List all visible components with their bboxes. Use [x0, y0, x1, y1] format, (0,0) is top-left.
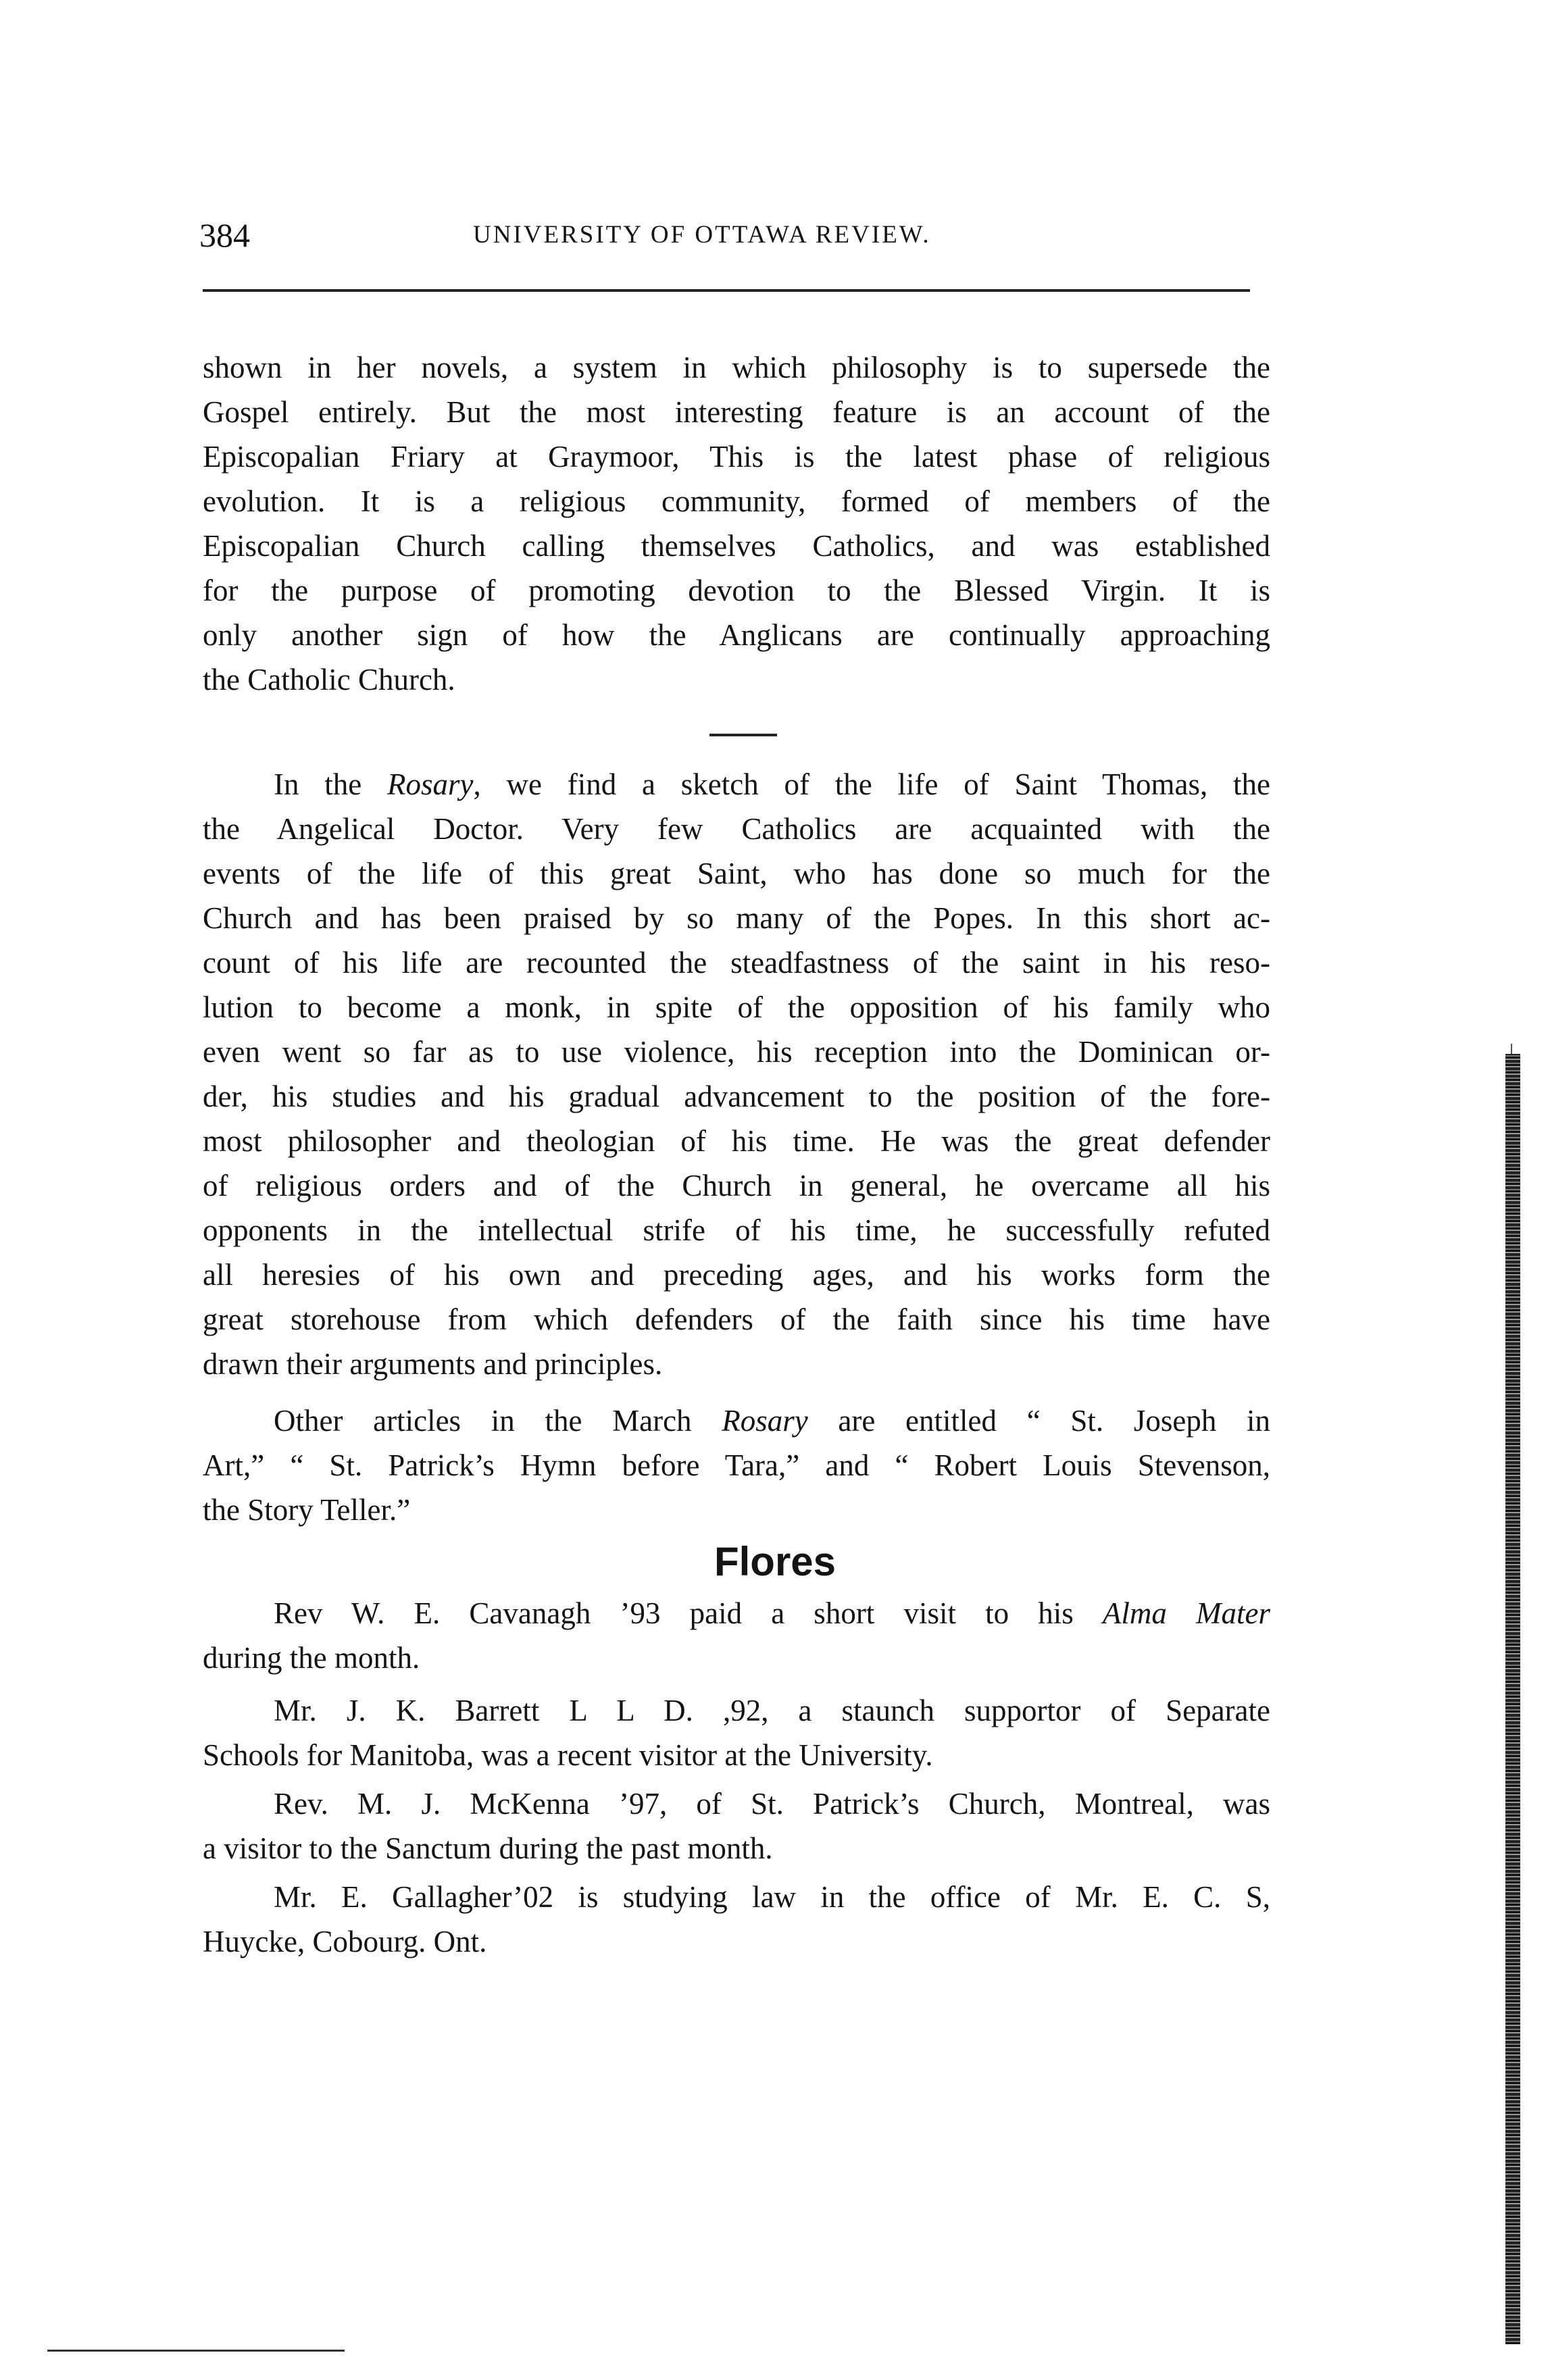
text-run: In the: [274, 767, 388, 801]
text-line: shown in her novels, a system in which philosophy is to supersede the: [203, 351, 1270, 384]
text-line: only another sign of how the Anglicans are continually approaching: [203, 618, 1270, 652]
italic-phrase: Alma Mater: [1102, 1596, 1270, 1630]
text-line: the Angelical Doctor. Very few Catholics are acquainted with the: [203, 812, 1270, 846]
text-line: Episcopalian Church calling themselves Catholics, and was established: [203, 529, 1270, 563]
text-line: of religious orders and of the Church in general, he overcame all his: [203, 1169, 1270, 1202]
text-line: the Story Teller.”: [203, 1493, 411, 1527]
text-line: evolution. It is a religious community, formed of members of the: [203, 484, 1270, 518]
text-line: great storehouse from which defenders of the faith since his time have: [203, 1302, 1270, 1336]
text-line: Art,” “ St. Patrick’s Hymn before Tara,” and “ Robert Louis Stevenson,: [203, 1448, 1270, 1482]
text-line: der, his studies and his gradual advancement to the position of the fore-: [203, 1080, 1270, 1113]
text-line: even went so far as to use violence, his reception into the Dominican or-: [203, 1035, 1270, 1069]
text-line: [274, 1398, 1270, 1443]
text-line: Church and has been praised by so many of the Popes. In this short ac-: [203, 901, 1270, 935]
text-line: Schools for Manitoba, was a recent visitor at the University.: [203, 1738, 933, 1772]
running-head: UNIVERSITY OF OTTAWA REVIEW.: [473, 221, 931, 249]
binding-edge: [1505, 1054, 1520, 2344]
text-line: drawn their arguments and principles.: [203, 1347, 663, 1381]
text-line: the Catholic Church.: [203, 663, 455, 697]
text-line: lution to become a monk, in spite of the opposition of his family who: [203, 990, 1270, 1024]
periodical-title: Rosary: [387, 767, 474, 801]
bottom-rule: [47, 2350, 345, 2352]
section-divider: [709, 734, 777, 736]
text-run: are entitled “ St. Joseph in: [807, 1404, 1271, 1438]
text-line: Gospel entirely. But the most interesting feature is an account of the: [203, 395, 1270, 429]
text-line: events of the life of this great Saint, who has done so much for the: [203, 857, 1270, 890]
text-line: count of his life are recounted the steadfastness of the saint in his reso-: [203, 946, 1270, 980]
section-heading-flores: Flores: [714, 1539, 836, 1584]
text-line: all heresies of his own and preceding ages, and his works form the: [203, 1258, 1270, 1292]
text-run: Rev W. E. Cavanagh ’93 paid a short visit to his: [274, 1596, 1103, 1630]
text-line: Rev. M. J. McKenna ’97, of St. Patrick’s Church, Montreal, was: [274, 1787, 1270, 1821]
text-line: [274, 762, 1270, 807]
text-line: Episcopalian Friary at Graymoor, This is the latest phase of religious: [203, 440, 1270, 474]
text-line: a visitor to the Sanctum during the past month.: [203, 1831, 773, 1865]
text-line: [274, 1591, 1270, 1636]
text-run: , we find a sketch of the life of Saint Thomas, the: [473, 767, 1270, 801]
text-line: during the month.: [203, 1641, 420, 1675]
page-number: 384: [199, 216, 250, 254]
text-line: Mr. E. Gallagher’02 is studying law in the office of Mr. E. C. S,: [274, 1880, 1270, 1914]
text-line: most philosopher and theologian of his time. He was the great defender: [203, 1124, 1270, 1158]
text-line: for the purpose of promoting devotion to the Blessed Virgin. It is: [203, 574, 1270, 607]
text-line: Huycke, Cobourg. Ont.: [203, 1925, 487, 1958]
header-rule: [203, 289, 1250, 292]
text-line: Mr. J. K. Barrett L L D. ,92, a staunch supportor of Separate: [274, 1694, 1270, 1727]
text-run: Other articles in the March: [274, 1404, 722, 1438]
periodical-title: Rosary: [722, 1404, 808, 1438]
text-line: opponents in the intellectual strife of his time, he successfully refuted: [203, 1213, 1270, 1247]
